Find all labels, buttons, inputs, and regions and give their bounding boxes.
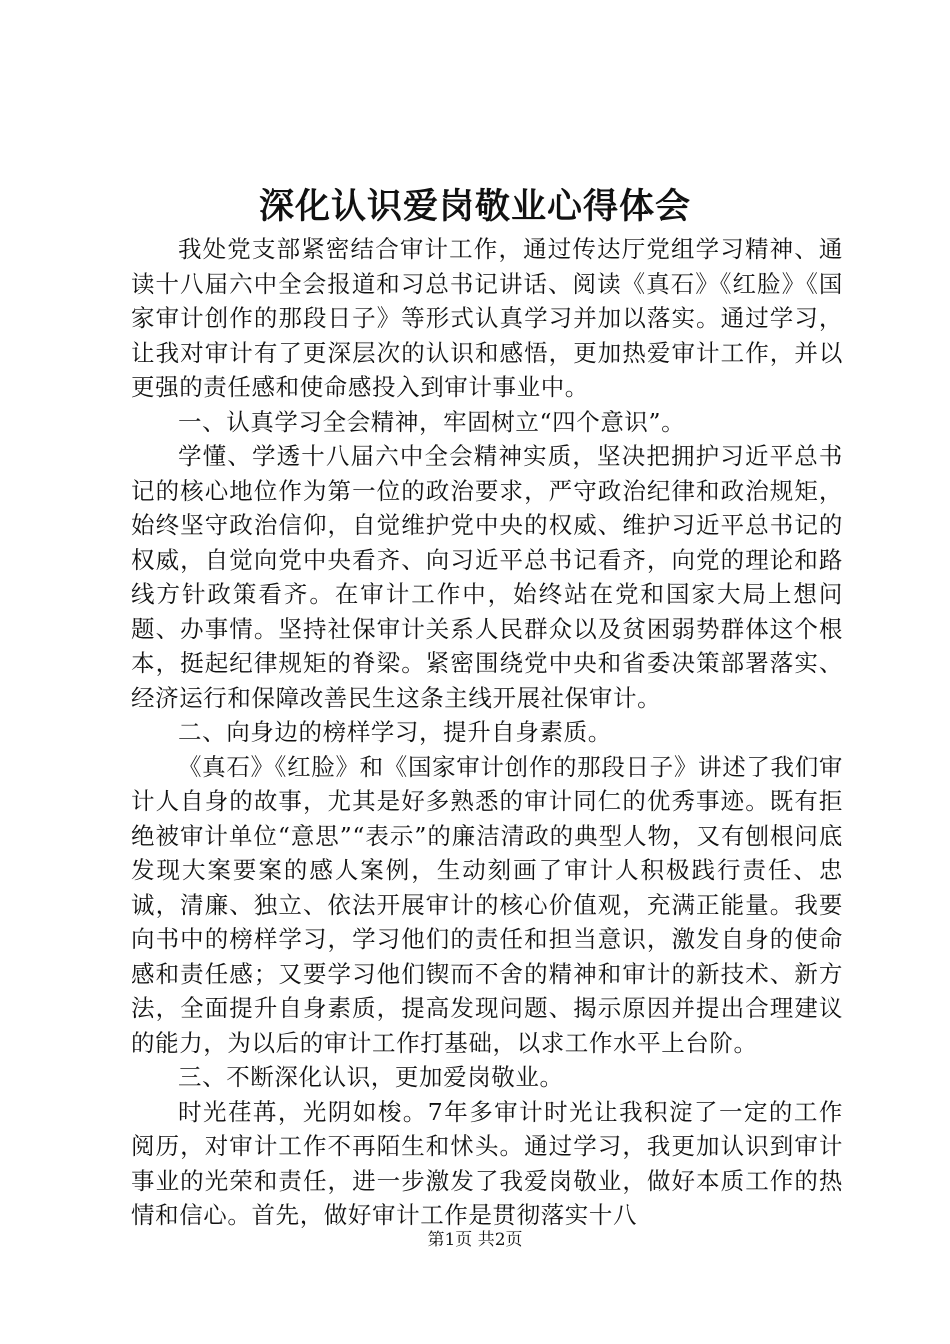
- paragraph-section-1: 学懂、学透十八届六中全会精神实质，坚决把拥护习近平总书记的核心地位作为第一位的政治要求，严守政治纪律和政治规矩，始终坚守政治信仰，自觉维护党中央的权威、维护习近平总书记的权威，自觉向党中央看齐、向习近平总书记看齐，向党的理论和路线方针政策看齐。在审计工作中，始终站在党和国家大局上想问题、办事情。坚持社保审计关系人民群众以及贫困弱势群体这个根本，挺起纪律规矩的脊梁。紧密围绕党中央和省委决策部署落实、经济运行和保障改善民生这条主线开展社保审计。: [131, 442, 843, 712]
- section-heading-2: 二、向身边的榜样学习，提升自身素质。: [178, 718, 612, 746]
- document-title: 深化认识爱岗敬业心得体会: [258, 186, 691, 227]
- paragraph-section-3: 时光荏苒，光阴如梭。7年多审计时光让我积淀了一定的工作阅历，对审计工作不再陌生和怵头。通过学习，我更加认识到审计事业的光荣和责任，进一步激发了我爱岗敬业，做好本质工作的热情和信心。首先，做好审计工作是贯彻落实十八: [131, 1097, 843, 1229]
- paragraph-section-2: 《真石》《红脸》和《国家审计创作的那段日子》讲述了我们审计人自身的故事，尤其是好多熟悉的审计同仁的优秀事迹。既有拒绝被审计单位“意思”“表示”的廉洁清政的典型人物，又有刨根问底发现大案要案的感人案例，生动刻画了审计人积极践行责任、忠诚，清廉、独立、依法开展审计的核心价值观，充满正能量。我要向书中的榜样学习，学习他们的责任和担当意识，激发自身的使命感和责任感；又要学习他们锲而不舍的精神和审计的新技术、新方法，全面提升自身素质，提高发现问题、揭示原因并提出合理建议的能力，为以后的审计工作打基础，以求工作水平上台阶。: [131, 752, 843, 1057]
- section-heading-1: 一、认真学习全会精神，牢固树立“四个意识”。: [178, 407, 686, 436]
- page-footer: 第1页 共2页: [427, 1230, 523, 1250]
- paragraph-intro: 我处党支部紧密结合审计工作，通过传达厅党组学习精神、通读十八届六中全会报道和习总书记讲话、阅读《真石》《红脸》《国家审计创作的那段日子》等形式认真学习并加以落实。通过学习，让我对审计有了更深层次的认识和感悟，更加热爱审计工作，并以更强的责任感和使命感投入到审计事业中。: [131, 235, 843, 401]
- document-body: [131, 232, 843, 1233]
- section-heading-3: 三、不断深化认识，更加爱岗敬业。: [178, 1063, 564, 1091]
